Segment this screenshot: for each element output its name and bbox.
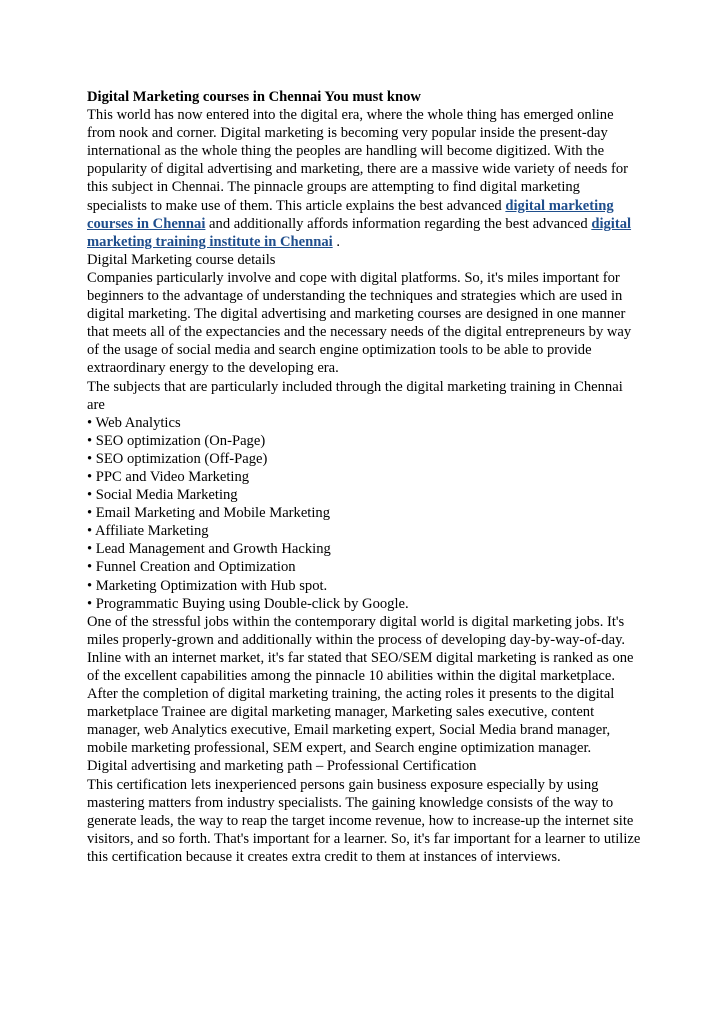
list-item: • Email Marketing and Mobile Marketing [87,505,331,522]
list-item: • Programmatic Buying using Double-click by Google. [87,595,409,612]
list-item: • Lead Management and Growth Hacking [87,541,331,558]
list-item: • SEO optimization (Off-Page) [87,450,268,467]
intro-text-1: This world has now entered into the digital era, where the whole thing has emerged online from nook and corner. Digital marketing is becoming very popular inside the present-day international as the whole thing the peoples are handling will become digitized. With the popularity of digital advertising and marketing, there are a massive wide variety of needs for this subject in Chennai. The pinnacle groups are attempting to find digital marketing specialists to make use of them. This article explains the best advanced [87,107,629,214]
list-item: • Affiliate Marketing [87,523,209,540]
certification-paragraph: This certification lets inexperienced persons gain business exposure especially by using mastering matters from industry specialists. The gaining knowledge consists of the way to generate leads, the way to reap the target income revenue, how to increase-up the internet site visitors, and so forth. That's important for a learner. So, it's far important for a learner to utilize this certification because it creates extra credit to them at instances of interviews. [87,776,641,865]
list-item: • SEO optimization (On-Page) [87,432,266,449]
digital-marketing-courses-link[interactable]: digital marketing courses in Chennai [87,197,614,232]
subjects-intro: The subjects that are particularly included through the digital marketing training in Chennai are [87,378,623,413]
jobs-paragraph: One of the stressful jobs within the contemporary digital world is digital marketing jobs. It's miles properly-grown and additionally within the process of developing day-by-way-of-day. Inline with an internet market, it's far stated that SEO/SEM digital marketing is ranked as one of the excellent capabilities among the pinnacle 10 abilities within the digital marketplace. After the completion of digital marketing training, the acting roles it presents to the digital marketplace Trainee are digital marketing manager, Marketing sales executive, content manager, web Analytics executive, Email marketing expert, Social Media brand manager, mobile marketing professional, SEM expert, and Search engine optimization manager. [87,613,634,757]
list-item: • Marketing Optimization with Hub spot. [87,577,328,594]
intro-text-2: and additionally affords information regarding the best advanced [205,215,592,232]
course-details-paragraph: Companies particularly involve and cope with digital platforms. So, it's miles important for beginners to the advantage of understanding the techniques and strategies which are used in digital marketing. The digital advertising and marketing courses are designed in one manner that meets all of the expectancies and the necessary needs of the digital entrepreneurs by way of the usage of social media and search engine optimization tools to be able to provide extraordinary energy to the developing era. [87,269,632,377]
document-page [87,88,642,866]
intro-paragraph [87,106,642,251]
course-details-heading: Digital Marketing course details [87,251,276,268]
digital-marketing-training-institute-link[interactable]: digital marketing training institute in Chennai [87,215,632,250]
list-item: • PPC and Video Marketing [87,468,250,485]
intro-text-3: . [332,233,340,250]
list-item: • Social Media Marketing [87,487,238,504]
certification-heading: Digital advertising and marketing path – Professional Certification [87,758,477,775]
list-item: • Funnel Creation and Optimization [87,559,296,576]
list-item: • Web Analytics [87,414,181,431]
article-title: Digital Marketing courses in Chennai You must know [87,89,421,105]
subjects-list [87,414,642,613]
